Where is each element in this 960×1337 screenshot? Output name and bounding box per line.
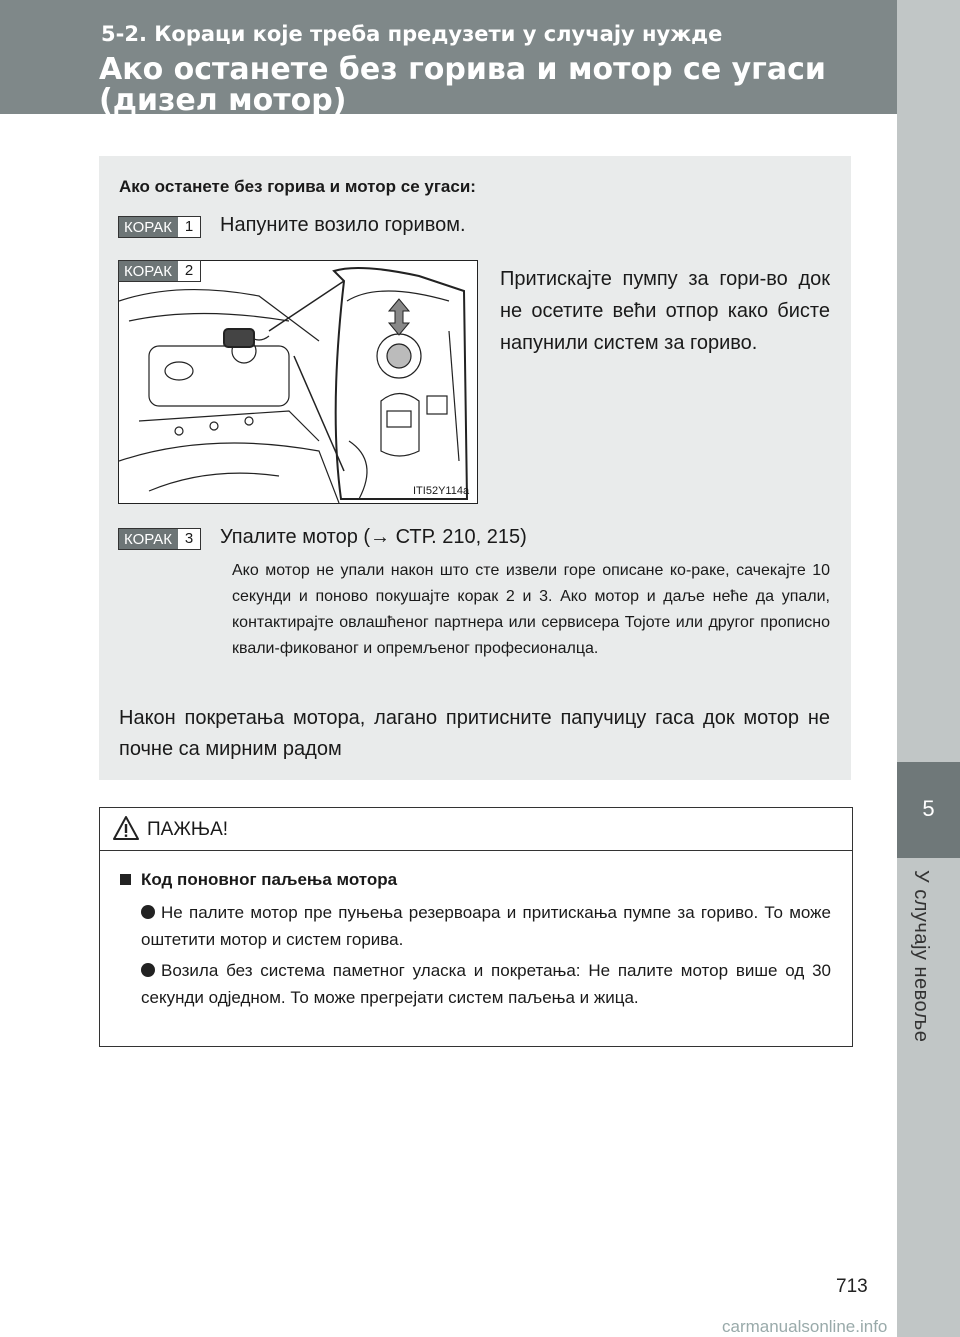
page-number: 713 bbox=[836, 1276, 868, 1297]
caution-subtitle bbox=[120, 870, 397, 890]
chapter-number: 5 bbox=[922, 796, 935, 821]
bullet-dot-icon bbox=[141, 963, 155, 977]
engine-figure bbox=[118, 260, 478, 504]
caution-bullet-text: Возила без система паметног уласка и покретања: Не палите мотор више од 30 секунди одједном. То може прегрејати систем паљења и жица. bbox=[141, 961, 831, 1007]
step-1-text: Напуните возило горивом. bbox=[220, 214, 466, 236]
step-3-text: Упалите мотор (→ СТР. 210, 215) bbox=[220, 526, 527, 548]
caution-divider bbox=[99, 850, 852, 851]
step-2-badge bbox=[118, 260, 201, 282]
step-3-note: Ако мотор не упали након што сте извели горе описане ко-раке, сачекајте 10 секунди и поново покушајте корак 2 и 3. Ако мотор и даље неће да упали, контактирајте овлашћеног партнера или сервисера Тојоте или другог прописно квали-фикованог и опремљеног професионалца. bbox=[232, 562, 830, 657]
step-label: КОРАК bbox=[119, 217, 178, 237]
square-bullet-icon bbox=[120, 874, 131, 885]
chapter-side-tab bbox=[897, 0, 960, 1337]
step-number: 2 bbox=[184, 262, 194, 279]
step-1-badge bbox=[118, 216, 201, 238]
after-start-instruction: Након покретања мотора, лагано притисните папучицу гаса док мотор не почне са мирним радом bbox=[119, 707, 830, 760]
caution-subtitle-text: Код поновног паљења мотора bbox=[141, 870, 398, 889]
caution-bullet-text: Не палите мотор пре пуњења резервоара и притискања пумпе за гориво. То може оштетити мотор и систем горива. bbox=[141, 903, 831, 949]
caution-title: ПАЖЊА! bbox=[147, 819, 229, 840]
section-title: 5-2. Кораци које треба предузети у случају нужде bbox=[101, 22, 723, 46]
caution-bullet-1 bbox=[141, 899, 831, 953]
chapter-label: У случају невоље bbox=[910, 870, 932, 1043]
page-title-line-2: (дизел мотор) bbox=[99, 83, 347, 118]
step-3-badge bbox=[118, 528, 201, 550]
warning-icon bbox=[112, 815, 140, 841]
page-title bbox=[99, 54, 826, 116]
step-number: 3 bbox=[184, 530, 194, 547]
step-number: 1 bbox=[184, 218, 194, 235]
step-label: КОРАК bbox=[119, 261, 178, 281]
engine-illustration bbox=[119, 261, 477, 503]
page-title-line-1: Ако останете без горива и мотор се угаси bbox=[99, 52, 826, 87]
bullet-dot-icon bbox=[141, 905, 155, 919]
caution-bullet-2 bbox=[141, 957, 831, 1011]
figure-code: ITI52Y114a bbox=[413, 485, 470, 497]
watermark: carmanualsonline.info bbox=[722, 1317, 888, 1336]
step-label: КОРАК bbox=[119, 529, 178, 549]
procedure-intro: Ако останете без горива и мотор се угаси: bbox=[119, 177, 476, 196]
step-2-text: Притискајте пумпу за гори-во док не осетите већи отпор како бисте напунили систем за гориво. bbox=[500, 268, 830, 354]
